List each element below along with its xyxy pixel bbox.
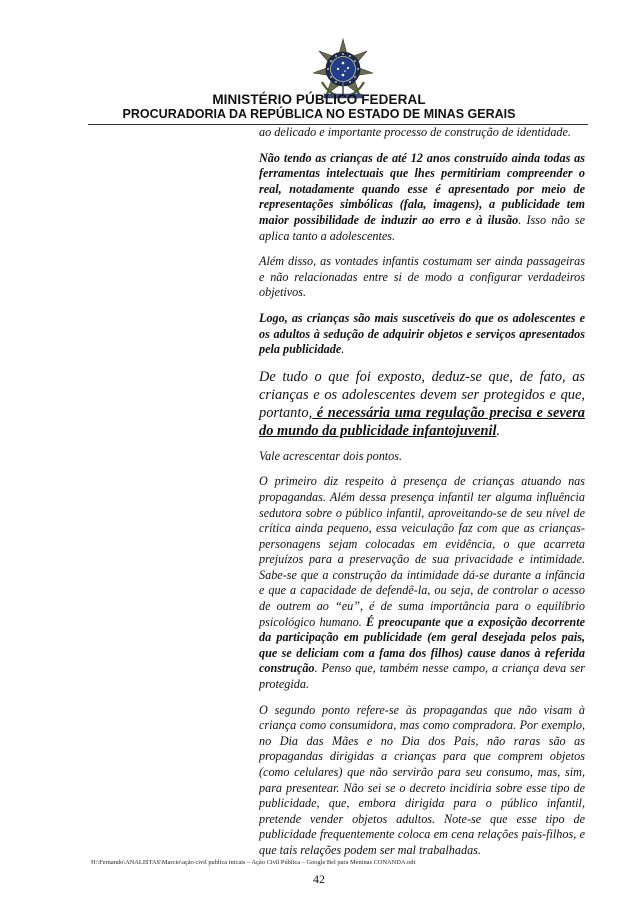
paragraph-6 bbox=[259, 449, 585, 465]
paragraph-8 bbox=[259, 703, 585, 859]
institution-subtitle bbox=[0, 107, 638, 121]
paragraph-8-text: O segundo ponto refere-se às propagandas que não visam à criança como consumidora, mas como compradora. Por exemplo, no Dia das Mães e no Dia dos Pais, não raras são as propagandas dirigidas a crianças para que comprem objetos (como celulares) que não servirão para seu consumo, mas, sim, para presentear. Não sei se o decreto incidiria sobre esse tipo de publicidade, que, embora dirigida para o público infantil, pretende vender objetos adultos. Note-se que esse tipo de publicidade frequentemente coloca em cena relações pais-filhos, e que tais relações podem ser mal trabalhadas. bbox=[259, 702, 585, 857]
paragraph-5-text: De tudo o que foi exposto, deduz-se que, de fato, as crianças e os adolescentes devem ser protegidos e que, portanto, bbox=[259, 368, 585, 421]
subtitle-text-2: EPÚBLICA NO bbox=[259, 107, 349, 121]
subtitle-cap-5: G bbox=[467, 107, 478, 121]
subtitle-text-4: INAS bbox=[434, 107, 468, 121]
document-body bbox=[259, 125, 585, 869]
brazil-coat-of-arms-icon bbox=[312, 38, 374, 100]
subtitle-text-5: ERAIS bbox=[477, 107, 516, 121]
subtitle-cap-4: M bbox=[423, 107, 435, 121]
paragraph-2 bbox=[259, 151, 585, 245]
paragraph-7-end: . Penso que, também nesse campo, a criança deva ser protegida. bbox=[259, 661, 585, 692]
paragraph-4 bbox=[259, 311, 585, 358]
subtitle-cap-2: R bbox=[250, 107, 260, 121]
paragraph-1-text: ao delicado e importante processo de construção de identidade. bbox=[259, 125, 571, 139]
paragraph-7 bbox=[259, 474, 585, 692]
paragraph-6-text: Vale acrescentar dois pontos. bbox=[259, 448, 403, 463]
paragraph-7-bold: É preocupante que a exposição decorrente da participação em publicidade (em geral desejada pelos pais, que se deliciam com a fama dos filhos) cause danos à referida construção bbox=[259, 614, 585, 676]
paragraph-5-end: . bbox=[496, 422, 501, 439]
footer-file-path: H:\Fernando\ANALISTAS\Marcio\ação civil publica inicais – Ação Civil Pública – Google Bel para Meninas CONANDA.odt bbox=[91, 859, 416, 866]
paragraph-3 bbox=[259, 254, 585, 301]
paragraph-5 bbox=[259, 368, 585, 440]
paragraph-1 bbox=[259, 125, 585, 141]
paragraph-7-text: O primeiro diz respeito à presença de crianças atuando nas propagandas. Além dessa presença infantil ter alguma influência sedutora sobre o público infantil, aproveitando-se de seu nível de crítica ainda pequeno, essa veiculação faz com que as crianças-personagens sejam colocadas em evidência, o que acarreta prejuízos para a preservação de sua privacidade e intimidade. Sabe-se que a construção da intimidade dá-se durante a infância e que a capacidade de defendê-la, ou seja, de controlar o acesso de outrem ao “eu”, é de suma importância para o equilíbrio psicológico humano. bbox=[259, 474, 585, 629]
paragraph-5-underlined: é necessária uma regulação precisa e severa do mundo da publicidade infantojuvenil bbox=[259, 404, 585, 439]
subtitle-text-1: ROCURADORIA DA bbox=[130, 107, 251, 121]
subtitle-cap-3: E bbox=[348, 107, 357, 121]
institution-title: MINISTÉRIO PÚBLICO FEDERAL bbox=[212, 92, 426, 107]
subtitle-cap-1: P bbox=[122, 107, 131, 121]
paragraph-3-text: Além disso, as vontades infantis costumam ser ainda passageiras e não relacionadas entre si de modo a configurar verdadeiros objetivos. bbox=[259, 254, 585, 300]
subtitle-text-3: STADO DE bbox=[356, 107, 424, 121]
page-number: 42 bbox=[313, 872, 325, 886]
paragraph-4-text: . bbox=[341, 342, 345, 357]
paragraph-2-bold: Não tendo as crianças de até 12 anos construído ainda todas as ferramentas intelectuais que lhes permitiriam compreender o real, notadamente quando esse é apresentado por meio de representações simbólicas (fala, imagens), a publicidade tem maior possibilidade de induzir ao erro e à ilusão bbox=[259, 150, 585, 227]
paragraph-4-bold: Logo, as crianças são mais suscetíveis do que os adolescentes e os adultos à sedução de adquirir objetos e serviços apresentados pela publicidade bbox=[259, 310, 585, 357]
paragraph-2-text: . Isso não se aplica tanto a adolescentes. bbox=[259, 212, 586, 243]
